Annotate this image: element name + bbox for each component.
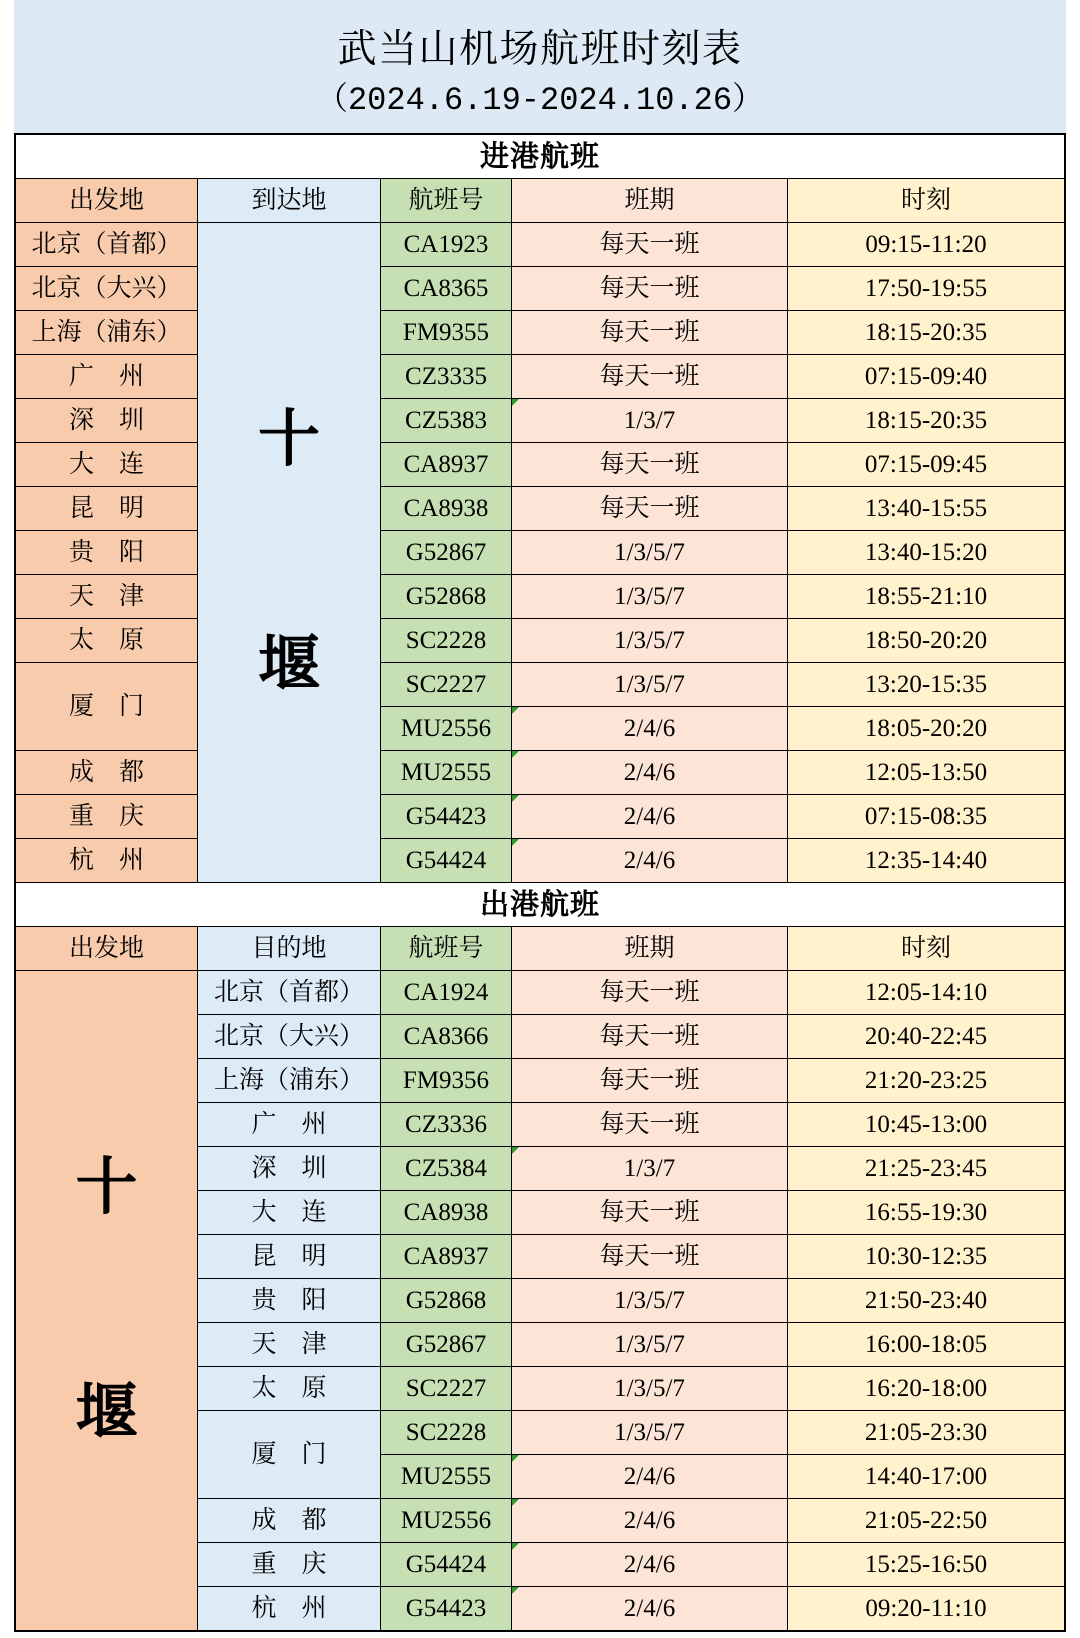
flight-number: G54424 (405, 1550, 487, 1578)
green-corner-marker-icon (512, 751, 519, 758)
flight-number: FM9356 (402, 1066, 490, 1094)
schedule-days-cell (512, 971, 787, 1014)
flight-time-cell (788, 663, 1064, 706)
schedule-days-cell (512, 1543, 787, 1586)
flight-number-cell (381, 487, 511, 530)
flight-time-cell (788, 1367, 1064, 1410)
destination-city-cell (198, 1587, 380, 1630)
schedule-days: 1/3/7 (623, 1154, 676, 1182)
schedule-days: 每天一班 (599, 1066, 700, 1094)
city-name: 天 津 (251, 1330, 327, 1358)
flight-time-cell (788, 311, 1064, 354)
flight-time-cell (788, 1235, 1064, 1278)
flight-time-cell (788, 795, 1064, 838)
flight-number-cell (381, 1455, 511, 1498)
schedule-days: 2/4/6 (623, 1506, 676, 1534)
header-destination (198, 179, 380, 222)
origin-city-cell (16, 267, 197, 310)
city-name: 大 连 (68, 450, 144, 478)
schedule-days: 每天一班 (599, 1198, 700, 1226)
schedule-days: 每天一班 (599, 978, 700, 1006)
city-name: 太 原 (251, 1374, 327, 1402)
flight-time: 21:25-23:45 (864, 1154, 988, 1182)
header-days (512, 927, 787, 970)
flight-time: 20:40-22:45 (864, 1022, 988, 1050)
flight-number-cell (381, 1499, 511, 1542)
flight-time: 10:45-13:00 (864, 1110, 988, 1138)
flight-time: 18:55-21:10 (864, 582, 988, 610)
flight-time: 07:15-09:45 (864, 450, 988, 478)
flight-number: G52867 (405, 538, 487, 566)
origin-city-cell (16, 663, 197, 750)
flight-time-cell (788, 1411, 1064, 1454)
flight-number: CA8365 (403, 274, 489, 302)
green-corner-marker-icon (512, 707, 519, 714)
flight-number: G52868 (405, 1286, 487, 1314)
page-title: 武当山机场航班时刻表 (337, 28, 743, 71)
flight-time: 07:15-08:35 (864, 802, 988, 830)
schedule-days-cell (512, 707, 787, 750)
schedule-days: 1/3/5/7 (614, 582, 685, 610)
origin-city-cell (16, 751, 197, 794)
flight-number: CA1924 (403, 978, 489, 1006)
schedule-days: 每天一班 (599, 274, 700, 302)
schedule-days: 每天一班 (599, 1110, 700, 1138)
origin-city-cell (16, 443, 197, 486)
flight-time: 09:20-11:10 (865, 1594, 987, 1622)
schedule-days-cell (512, 443, 787, 486)
schedule-days: 2/4/6 (623, 802, 676, 830)
city-name: 成 都 (68, 758, 144, 786)
destination-city-cell (198, 1279, 380, 1322)
flight-number-cell (381, 399, 511, 442)
schedule-days-cell (512, 1499, 787, 1542)
flight-number: SC2228 (405, 626, 487, 654)
schedule-days: 每天一班 (599, 318, 700, 346)
schedule-days-cell (512, 1191, 787, 1234)
origin-city-cell (16, 311, 197, 354)
city-name: 上海（浦东） (31, 318, 182, 346)
flight-time: 15:25-16:50 (864, 1550, 988, 1578)
city-name: 北京（首都） (213, 978, 364, 1006)
flight-time-cell (788, 1499, 1064, 1542)
destination-city-cell (198, 1543, 380, 1586)
schedule-days: 1/3/5/7 (614, 1330, 685, 1358)
green-corner-marker-icon (512, 1147, 519, 1154)
schedule-days: 2/4/6 (623, 758, 676, 786)
flight-number: CA8938 (403, 1198, 489, 1226)
flight-number: CA8937 (403, 450, 489, 478)
flight-number: SC2228 (405, 1418, 487, 1446)
flight-time: 09:15-11:20 (865, 230, 987, 258)
departures-section-title (16, 883, 1064, 926)
flight-number: CZ5384 (405, 1154, 487, 1182)
city-name: 上海（浦东） (213, 1066, 364, 1094)
schedule-days-cell (512, 223, 787, 266)
flight-time: 16:00-18:05 (864, 1330, 988, 1358)
flight-time: 18:05-20:20 (864, 714, 988, 742)
city-name: 广 州 (68, 362, 144, 390)
schedule-days: 2/4/6 (623, 714, 676, 742)
schedule-days-cell (512, 839, 787, 882)
flight-number-cell (381, 971, 511, 1014)
flight-number-cell (381, 1587, 511, 1630)
title-banner (14, 0, 1066, 133)
schedule-days: 2/4/6 (623, 846, 676, 874)
schedule-days-cell (512, 399, 787, 442)
schedule-days: 1/3/5/7 (614, 1418, 685, 1446)
flight-time-cell (788, 971, 1064, 1014)
destination-city-cell (198, 1103, 380, 1146)
hub-city-char: 堰 (75, 1379, 138, 1447)
schedule-days-cell (512, 1235, 787, 1278)
city-name: 杭 州 (68, 846, 144, 874)
schedule-days: 2/4/6 (623, 1550, 676, 1578)
schedule-days-cell (512, 311, 787, 354)
flight-time: 18:50-20:20 (864, 626, 988, 654)
destination-city-cell (198, 1059, 380, 1102)
flight-number-cell (381, 1323, 511, 1366)
schedule-days: 每天一班 (599, 494, 700, 522)
header-flight-no-text: 航班号 (408, 186, 484, 214)
flight-number-cell (381, 311, 511, 354)
flight-number: G54423 (405, 802, 487, 830)
hub-city-char: 十 (257, 406, 320, 474)
city-name: 大 连 (251, 1198, 327, 1226)
flight-number: CZ5383 (405, 406, 487, 434)
flight-number-cell (381, 795, 511, 838)
flight-time: 13:40-15:20 (864, 538, 988, 566)
flight-time-cell (788, 751, 1064, 794)
flight-number-cell (381, 1147, 511, 1190)
header-flight-no (381, 179, 511, 222)
schedule-days-cell (512, 267, 787, 310)
origin-city-cell (16, 531, 197, 574)
flight-time: 21:05-23:30 (864, 1418, 988, 1446)
flight-number: CZ3336 (405, 1110, 487, 1138)
city-name: 北京（大兴） (31, 274, 182, 302)
schedule-days-cell (512, 1587, 787, 1630)
city-name: 厦 门 (68, 692, 144, 720)
flight-time: 16:55-19:30 (864, 1198, 988, 1226)
schedule-days-cell (512, 1103, 787, 1146)
flight-number: FM9355 (402, 318, 490, 346)
flight-number: G52867 (405, 1330, 487, 1358)
schedule-days-cell (512, 355, 787, 398)
schedule-days-cell (512, 487, 787, 530)
city-name: 北京（大兴） (213, 1022, 364, 1050)
flight-time: 21:05-22:50 (864, 1506, 988, 1534)
schedule-days-cell (512, 619, 787, 662)
flight-number-cell (381, 1279, 511, 1322)
origin-city-cell (16, 399, 197, 442)
schedule-days-cell (512, 575, 787, 618)
city-name: 贵 阳 (251, 1286, 327, 1314)
green-corner-marker-icon (512, 1499, 519, 1506)
flight-time-cell (788, 1103, 1064, 1146)
flight-time: 12:05-13:50 (864, 758, 988, 786)
flight-number: CA8938 (403, 494, 489, 522)
flight-time: 18:15-20:35 (864, 406, 988, 434)
origin-city-cell (16, 223, 197, 266)
flight-number: MU2556 (400, 1506, 492, 1534)
header-origin-text: 出发地 (68, 934, 144, 962)
header-time (788, 927, 1064, 970)
schedule-days-cell (512, 531, 787, 574)
destination-city-cell (198, 1191, 380, 1234)
header-origin (16, 927, 197, 970)
schedule-days: 2/4/6 (623, 1594, 676, 1622)
destination-city-cell (198, 1015, 380, 1058)
flight-time: 18:15-20:35 (864, 318, 988, 346)
arrivals-section-title-text: 进港航班 (479, 140, 600, 173)
destination-city-cell (198, 1323, 380, 1366)
flight-number-cell (381, 1015, 511, 1058)
city-name: 重 庆 (68, 802, 144, 830)
green-corner-marker-icon (512, 1543, 519, 1550)
origin-city-cell (16, 575, 197, 618)
flight-time-cell (788, 1015, 1064, 1058)
header-destination-text: 目的地 (251, 934, 327, 962)
schedule-days: 1/3/5/7 (614, 1286, 685, 1314)
flight-time-cell (788, 1059, 1064, 1102)
header-time (788, 179, 1064, 222)
flight-number-cell (381, 1543, 511, 1586)
city-name: 太 原 (68, 626, 144, 654)
flight-time-cell (788, 1543, 1064, 1586)
flight-number: G52868 (405, 582, 487, 610)
schedule-days: 1/3/5/7 (614, 626, 685, 654)
header-days-text: 班期 (624, 186, 675, 214)
flight-time-cell (788, 1587, 1064, 1630)
green-corner-marker-icon (512, 399, 519, 406)
header-time-text: 时刻 (900, 186, 951, 214)
city-name: 北京（首都） (31, 230, 182, 258)
hub-city-char: 堰 (257, 631, 320, 699)
schedule-days-cell (512, 1059, 787, 1102)
destination-city-cell (198, 971, 380, 1014)
green-corner-marker-icon (512, 795, 519, 802)
hub-city-char: 十 (75, 1154, 138, 1222)
flight-time-cell (788, 707, 1064, 750)
flight-number: G54423 (405, 1594, 487, 1622)
flight-number: MU2555 (400, 1462, 492, 1490)
header-origin-text: 出发地 (68, 186, 144, 214)
flight-time: 21:50-23:40 (864, 1286, 988, 1314)
green-corner-marker-icon (512, 839, 519, 846)
destination-city-cell (198, 1147, 380, 1190)
flight-number-cell (381, 355, 511, 398)
city-name: 杭 州 (251, 1594, 327, 1622)
destination-city-cell (198, 1367, 380, 1410)
city-name: 深 圳 (251, 1154, 327, 1182)
schedule-days: 1/3/5/7 (614, 538, 685, 566)
city-name: 成 都 (251, 1506, 327, 1534)
schedule-days-cell (512, 1411, 787, 1454)
schedule-days: 每天一班 (599, 1022, 700, 1050)
city-name: 贵 阳 (68, 538, 144, 566)
departures-section-title-text: 出港航班 (479, 888, 600, 921)
flight-number: CA8366 (403, 1022, 489, 1050)
schedule-days: 每天一班 (599, 450, 700, 478)
schedule-days-cell (512, 1367, 787, 1410)
city-name: 深 圳 (68, 406, 144, 434)
flight-number-cell (381, 267, 511, 310)
arrivals-section-title (16, 135, 1064, 178)
flight-time-cell (788, 1279, 1064, 1322)
flight-time: 12:35-14:40 (864, 846, 988, 874)
flight-time-cell (788, 223, 1064, 266)
green-corner-marker-icon (512, 1455, 519, 1462)
flight-number-cell (381, 663, 511, 706)
schedule-days-cell (512, 1147, 787, 1190)
schedule-days: 1/3/5/7 (614, 1374, 685, 1402)
flight-time-cell (788, 443, 1064, 486)
flight-time: 14:40-17:00 (864, 1462, 988, 1490)
header-destination-text: 到达地 (251, 186, 327, 214)
flight-number-cell (381, 531, 511, 574)
schedule-days: 每天一班 (599, 362, 700, 390)
flight-time: 12:05-14:10 (864, 978, 988, 1006)
schedule-days-cell (512, 1015, 787, 1058)
destination-city-cell (198, 1235, 380, 1278)
flight-time-cell (788, 1455, 1064, 1498)
flight-number-cell (381, 1191, 511, 1234)
city-name: 广 州 (251, 1110, 327, 1138)
flight-number: MU2555 (400, 758, 492, 786)
flight-time: 07:15-09:40 (864, 362, 988, 390)
flight-time-cell (788, 267, 1064, 310)
flight-time-cell (788, 399, 1064, 442)
flight-time: 17:50-19:55 (864, 274, 988, 302)
flight-number-cell (381, 575, 511, 618)
flight-number: SC2227 (405, 670, 487, 698)
flight-time: 13:40-15:55 (864, 494, 988, 522)
flight-time-cell (788, 531, 1064, 574)
flight-number-cell (381, 619, 511, 662)
schedule-days-cell (512, 795, 787, 838)
destination-city-cell (198, 1411, 380, 1498)
origin-city-cell (16, 487, 197, 530)
schedule-days: 每天一班 (599, 1242, 700, 1270)
schedule-days: 1/3/5/7 (614, 670, 685, 698)
flight-number-cell (381, 839, 511, 882)
origin-city-cell (16, 795, 197, 838)
flight-number-cell (381, 751, 511, 794)
flight-time-cell (788, 839, 1064, 882)
header-origin (16, 179, 197, 222)
city-name: 昆 明 (68, 494, 144, 522)
flight-number: SC2227 (405, 1374, 487, 1402)
city-name: 天 津 (68, 582, 144, 610)
origin-city-cell (16, 839, 197, 882)
schedule-days: 1/3/7 (623, 406, 676, 434)
header-days (512, 179, 787, 222)
header-days-text: 班期 (624, 934, 675, 962)
city-name: 重 庆 (251, 1550, 327, 1578)
flight-number: CA1923 (403, 230, 489, 258)
flight-time-cell (788, 355, 1064, 398)
header-destination (198, 927, 380, 970)
flight-number: MU2556 (400, 714, 492, 742)
flight-number-cell (381, 1103, 511, 1146)
origin-city-cell (16, 619, 197, 662)
flight-number-cell (381, 223, 511, 266)
flight-time-cell (788, 487, 1064, 530)
schedule-days: 每天一班 (599, 230, 700, 258)
flight-time-cell (788, 1147, 1064, 1190)
flight-time-cell (788, 1191, 1064, 1234)
flight-time-cell (788, 575, 1064, 618)
schedule-days-cell (512, 1323, 787, 1366)
flight-schedule-table (14, 133, 1066, 1632)
flight-number-cell (381, 1367, 511, 1410)
origin-city-cell (16, 355, 197, 398)
flight-number-cell (381, 1235, 511, 1278)
flight-time: 16:20-18:00 (864, 1374, 988, 1402)
flight-number-cell (381, 1411, 511, 1454)
departures-hub-city-cell (16, 971, 197, 1630)
flight-time: 13:20-15:35 (864, 670, 988, 698)
flight-time-cell (788, 619, 1064, 662)
schedule-period: （2024.6.19-2024.10.26） (315, 82, 765, 119)
flight-number: CZ3335 (405, 362, 487, 390)
flight-number-cell (381, 443, 511, 486)
header-flight-no (381, 927, 511, 970)
schedule-days-cell (512, 1279, 787, 1322)
schedule-days-cell (512, 663, 787, 706)
flight-time: 21:20-23:25 (864, 1066, 988, 1094)
flight-time: 10:30-12:35 (864, 1242, 988, 1270)
arrivals-hub-city-cell (198, 223, 380, 882)
schedule-days-cell (512, 1455, 787, 1498)
header-flight-no-text: 航班号 (408, 934, 484, 962)
flight-number: G54424 (405, 846, 487, 874)
city-name: 厦 门 (251, 1440, 327, 1468)
schedule-days: 2/4/6 (623, 1462, 676, 1490)
schedule-days-cell (512, 751, 787, 794)
header-time-text: 时刻 (900, 934, 951, 962)
flight-number-cell (381, 707, 511, 750)
flight-number: CA8937 (403, 1242, 489, 1270)
flight-number-cell (381, 1059, 511, 1102)
flight-time-cell (788, 1323, 1064, 1366)
green-corner-marker-icon (512, 1587, 519, 1594)
city-name: 昆 明 (251, 1242, 327, 1270)
destination-city-cell (198, 1499, 380, 1542)
